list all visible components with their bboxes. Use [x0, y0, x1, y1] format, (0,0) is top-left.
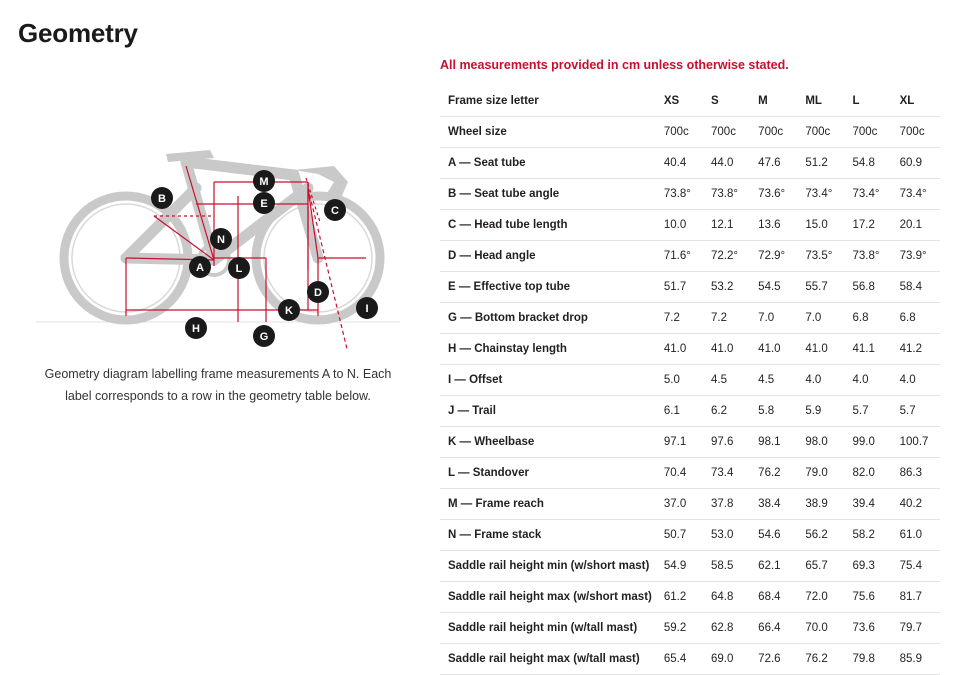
column-header-frame-size-letter: Frame size letter — [440, 86, 656, 117]
table-row — [440, 644, 940, 675]
row-value: 38.9 — [797, 489, 844, 520]
row-value: 56.2 — [797, 520, 844, 551]
row-value: 12.1 — [703, 210, 750, 241]
row-value: 73.8° — [844, 241, 891, 272]
row-value: 70.0 — [797, 613, 844, 644]
row-value: 72.2° — [703, 241, 750, 272]
diagram-label-k — [278, 299, 300, 321]
table-row — [440, 179, 940, 210]
row-value: 65.4 — [656, 644, 703, 675]
row-value: 76.2 — [797, 644, 844, 675]
row-value: 41.0 — [750, 334, 797, 365]
row-value: 50.7 — [656, 520, 703, 551]
column-header-s: S — [703, 86, 750, 117]
row-value: 41.0 — [797, 334, 844, 365]
table-row — [440, 365, 940, 396]
row-value: 69.0 — [703, 644, 750, 675]
row-value: 79.7 — [892, 613, 940, 644]
row-value: 700c — [750, 117, 797, 148]
row-value: 6.8 — [844, 303, 891, 334]
column-header-m: M — [750, 86, 797, 117]
row-value: 41.2 — [892, 334, 940, 365]
table-row — [440, 396, 940, 427]
row-value: 44.0 — [703, 148, 750, 179]
row-value: 39.4 — [844, 489, 891, 520]
row-value: 13.6 — [750, 210, 797, 241]
row-value: 97.6 — [703, 427, 750, 458]
row-label: Saddle rail height max (w/tall mast) — [440, 644, 656, 675]
svg-text:C: C — [331, 205, 339, 217]
measurement-units-note: All measurements provided in cm unless otherwise stated. — [440, 58, 789, 72]
row-value: 60.9 — [892, 148, 940, 179]
row-value: 68.4 — [750, 582, 797, 613]
table-row — [440, 272, 940, 303]
row-value: 72.6 — [750, 644, 797, 675]
row-value: 99.0 — [844, 427, 891, 458]
svg-text:E: E — [260, 198, 268, 210]
row-value: 100.7 — [892, 427, 940, 458]
svg-text:I: I — [365, 303, 369, 315]
geometry-table-body — [440, 117, 940, 675]
row-value: 73.8° — [656, 179, 703, 210]
row-value: 61.2 — [656, 582, 703, 613]
row-value: 700c — [656, 117, 703, 148]
table-row — [440, 303, 940, 334]
row-label: Saddle rail height min (w/tall mast) — [440, 613, 656, 644]
row-value: 700c — [797, 117, 844, 148]
svg-text:D: D — [314, 287, 322, 299]
row-value: 20.1 — [892, 210, 940, 241]
column-header-ml: ML — [797, 86, 844, 117]
row-value: 73.5° — [797, 241, 844, 272]
row-value: 37.0 — [656, 489, 703, 520]
row-value: 85.9 — [892, 644, 940, 675]
row-value: 61.0 — [892, 520, 940, 551]
diagram-label-i — [356, 297, 378, 319]
row-value: 56.8 — [844, 272, 891, 303]
row-value: 70.4 — [656, 458, 703, 489]
row-value: 54.6 — [750, 520, 797, 551]
diagram-label-n — [210, 228, 232, 250]
row-value: 97.1 — [656, 427, 703, 458]
svg-text:M: M — [259, 176, 269, 188]
row-value: 5.9 — [797, 396, 844, 427]
row-value: 72.9° — [750, 241, 797, 272]
column-header-xl: XL — [892, 86, 940, 117]
row-label: K — Wheelbase — [440, 427, 656, 458]
row-value: 73.6 — [844, 613, 891, 644]
row-value: 72.0 — [797, 582, 844, 613]
row-label: H — Chainstay length — [440, 334, 656, 365]
table-row — [440, 582, 940, 613]
row-value: 58.4 — [892, 272, 940, 303]
row-value: 6.8 — [892, 303, 940, 334]
row-value: 6.2 — [703, 396, 750, 427]
diagram-label-b — [151, 187, 173, 209]
row-label: C — Head tube length — [440, 210, 656, 241]
row-value: 98.1 — [750, 427, 797, 458]
table-row — [440, 613, 940, 644]
row-value: 73.4° — [892, 179, 940, 210]
row-value: 58.5 — [703, 551, 750, 582]
table-row — [440, 458, 940, 489]
svg-text:B: B — [158, 193, 166, 205]
row-value: 15.0 — [797, 210, 844, 241]
geometry-table-head — [440, 86, 940, 117]
row-value: 69.3 — [844, 551, 891, 582]
row-label: N — Frame stack — [440, 520, 656, 551]
row-value: 41.1 — [844, 334, 891, 365]
row-value: 51.7 — [656, 272, 703, 303]
row-value: 37.8 — [703, 489, 750, 520]
row-value: 40.4 — [656, 148, 703, 179]
row-value: 7.0 — [750, 303, 797, 334]
table-row — [440, 520, 940, 551]
row-value: 4.5 — [703, 365, 750, 396]
geometry-diagram-column — [18, 70, 418, 408]
row-label: Saddle rail height max (w/short mast) — [440, 582, 656, 613]
column-header-xs: XS — [656, 86, 703, 117]
table-row — [440, 489, 940, 520]
diagram-label-g — [253, 325, 275, 347]
svg-text:K: K — [285, 305, 293, 317]
row-value: 4.0 — [844, 365, 891, 396]
row-label: B — Seat tube angle — [440, 179, 656, 210]
row-label: M — Frame reach — [440, 489, 656, 520]
row-value: 41.0 — [703, 334, 750, 365]
row-value: 4.0 — [892, 365, 940, 396]
table-row — [440, 210, 940, 241]
geometry-table-column — [440, 58, 960, 675]
row-value: 41.0 — [656, 334, 703, 365]
svg-text:G: G — [259, 331, 269, 343]
bike-geometry-illustration — [18, 70, 418, 350]
row-value: 79.0 — [797, 458, 844, 489]
row-value: 7.0 — [797, 303, 844, 334]
row-value: 73.6° — [750, 179, 797, 210]
row-value: 66.4 — [750, 613, 797, 644]
row-value: 4.5 — [750, 365, 797, 396]
table-row — [440, 427, 940, 458]
diagram-label-a — [189, 256, 211, 278]
row-value: 51.2 — [797, 148, 844, 179]
row-value: 4.0 — [797, 365, 844, 396]
row-value: 5.0 — [656, 365, 703, 396]
diagram-label-e — [253, 192, 275, 214]
column-header-l: L — [844, 86, 891, 117]
row-label: E — Effective top tube — [440, 272, 656, 303]
row-value: 81.7 — [892, 582, 940, 613]
row-value: 7.2 — [703, 303, 750, 334]
table-header-row — [440, 86, 940, 117]
diagram-label-m — [253, 170, 275, 192]
svg-text:H: H — [192, 323, 200, 335]
row-label: Wheel size — [440, 117, 656, 148]
row-label: G — Bottom bracket drop — [440, 303, 656, 334]
table-row — [440, 551, 940, 582]
row-value: 73.4 — [703, 458, 750, 489]
row-value: 5.7 — [892, 396, 940, 427]
row-label: A — Seat tube — [440, 148, 656, 179]
row-value: 7.2 — [656, 303, 703, 334]
geometry-table — [440, 86, 940, 675]
row-value: 53.2 — [703, 272, 750, 303]
row-value: 82.0 — [844, 458, 891, 489]
row-label: I — Offset — [440, 365, 656, 396]
row-value: 64.8 — [703, 582, 750, 613]
table-row — [440, 241, 940, 272]
diagram-label-h — [185, 317, 207, 339]
row-value: 53.0 — [703, 520, 750, 551]
row-label: D — Head angle — [440, 241, 656, 272]
row-value: 6.1 — [656, 396, 703, 427]
row-value: 55.7 — [797, 272, 844, 303]
geometry-diagram — [18, 70, 418, 350]
table-row — [440, 334, 940, 365]
row-value: 40.2 — [892, 489, 940, 520]
row-value: 54.5 — [750, 272, 797, 303]
row-value: 75.4 — [892, 551, 940, 582]
row-value: 62.1 — [750, 551, 797, 582]
diagram-label-d — [307, 281, 329, 303]
row-value: 86.3 — [892, 458, 940, 489]
row-value: 700c — [844, 117, 891, 148]
table-row — [440, 148, 940, 179]
row-value: 38.4 — [750, 489, 797, 520]
diagram-label-l — [228, 257, 250, 279]
row-value: 17.2 — [844, 210, 891, 241]
row-value: 65.7 — [797, 551, 844, 582]
row-value: 700c — [892, 117, 940, 148]
row-value: 54.9 — [656, 551, 703, 582]
page-title: Geometry — [18, 18, 138, 48]
row-label: J — Trail — [440, 396, 656, 427]
row-value: 79.8 — [844, 644, 891, 675]
row-value: 73.8° — [703, 179, 750, 210]
row-value: 73.9° — [892, 241, 940, 272]
diagram-caption: Geometry diagram labelling frame measurements A to N. Each label corresponds to a row in the geometry table below. — [44, 367, 392, 403]
row-value: 98.0 — [797, 427, 844, 458]
row-value: 5.8 — [750, 396, 797, 427]
row-value: 73.4° — [844, 179, 891, 210]
row-value: 73.4° — [797, 179, 844, 210]
row-value: 10.0 — [656, 210, 703, 241]
svg-text:N: N — [217, 234, 225, 246]
row-label: Saddle rail height min (w/short mast) — [440, 551, 656, 582]
diagram-label-c — [324, 199, 346, 221]
svg-text:A: A — [196, 262, 204, 274]
svg-text:L: L — [235, 263, 243, 275]
row-value: 47.6 — [750, 148, 797, 179]
row-value: 54.8 — [844, 148, 891, 179]
row-value: 71.6° — [656, 241, 703, 272]
row-value: 5.7 — [844, 396, 891, 427]
row-value: 59.2 — [656, 613, 703, 644]
row-value: 62.8 — [703, 613, 750, 644]
row-label: L — Standover — [440, 458, 656, 489]
row-value: 58.2 — [844, 520, 891, 551]
table-row — [440, 117, 940, 148]
row-value: 76.2 — [750, 458, 797, 489]
row-value: 700c — [703, 117, 750, 148]
row-value: 75.6 — [844, 582, 891, 613]
